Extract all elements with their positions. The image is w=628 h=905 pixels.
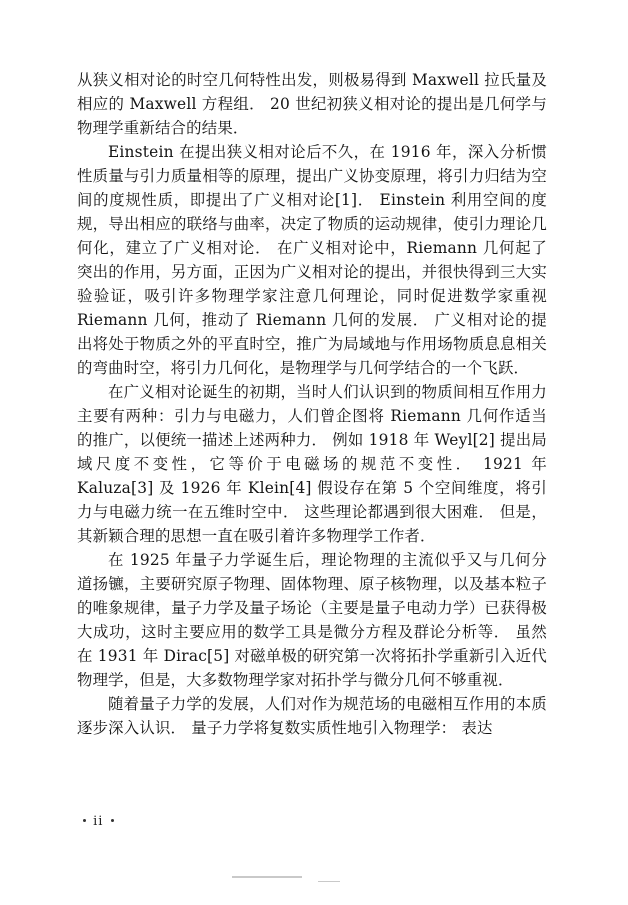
paragraph-1: 从狭义相对论的时空几何特性出发，则极易得到 Maxwell 拉氏量及相应的 Maxwell 方程组． 20 世纪初狭义相对论的提出是几何学与物理学重新结合的结果． <box>77 71 547 137</box>
paragraph-3: 在广义相对论诞生的初期，当时人们认识到的物质间相互作用力主要有两种：引力与电磁力，人们曾企图将 Riemann 几何作适当的推广，以便统一描述上述两种力． 例如 1918 年 Weyl[2] 提出局域尺度不变性，它等价于电磁场的规范不变性． 1921 年 Kaluza[3] 及 1926 年 Klein[4] 假设存在第 5 个空间维度，将引力与电磁力统一在五维时空中． 这些理论都遇到很大困难． 但是，其新颖合理的思想一直在吸引着许多物理学工作者． <box>77 383 547 545</box>
page-number: ii <box>93 814 104 829</box>
page-footer <box>81 814 116 829</box>
scan-smudge <box>232 876 302 878</box>
paragraph-5: 随着量子力学的发展，人们对作为规范场的电磁相互作用的本质逐步深入认识． 量子力学将复数实质性地引入物理学： 表达 <box>77 695 547 737</box>
scan-smudge <box>318 881 340 882</box>
page-body <box>77 68 547 740</box>
paragraph-2: Einstein 在提出狭义相对论后不久，在 1916 年，深入分析惯性质量与引力质量相等的原理，提出广义协变原理，将引力归结为空间的度规性质，即提出了广义相对论[1]． Einstein 利用空间的度规，导出相应的联络与曲率，决定了物质的运动规律，使引力理论几何化，建立了广义相对论． 在广义相对论中，Riemann 几何起了突出的作用，另方面，正因为广义相对论的提出，并很快得到三大实验验证，吸引许多物理学家注意几何理论，同时促进数学家重视 Riemann 几何，推动了 Riemann 几何的发展． 广义相对论的提出将处于物质之外的平直时空，推广为局域地与作用场物质息息相关的弯曲时空，将引力几何化，是物理学与几何学结合的一个飞跃． <box>77 143 547 377</box>
footer-dot-right <box>111 819 114 822</box>
paragraph-4: 在 1925 年量子力学诞生后，理论物理的主流似乎又与几何分道扬镳，主要研究原子物理、固体物理、原子核物理，以及基本粒子的唯象规律，量子力学及量子场论（主要是量子电动力学）已获得极大成功，这时主要应用的数学工具是微分方程及群论分析等． 虽然在 1931 年 Dirac[5] 对磁单极的研究第一次将拓扑学重新引入近代物理学，但是，大多数物理学家对拓扑学与微分几何不够重视． <box>77 551 547 689</box>
footer-dot-left <box>83 819 86 822</box>
